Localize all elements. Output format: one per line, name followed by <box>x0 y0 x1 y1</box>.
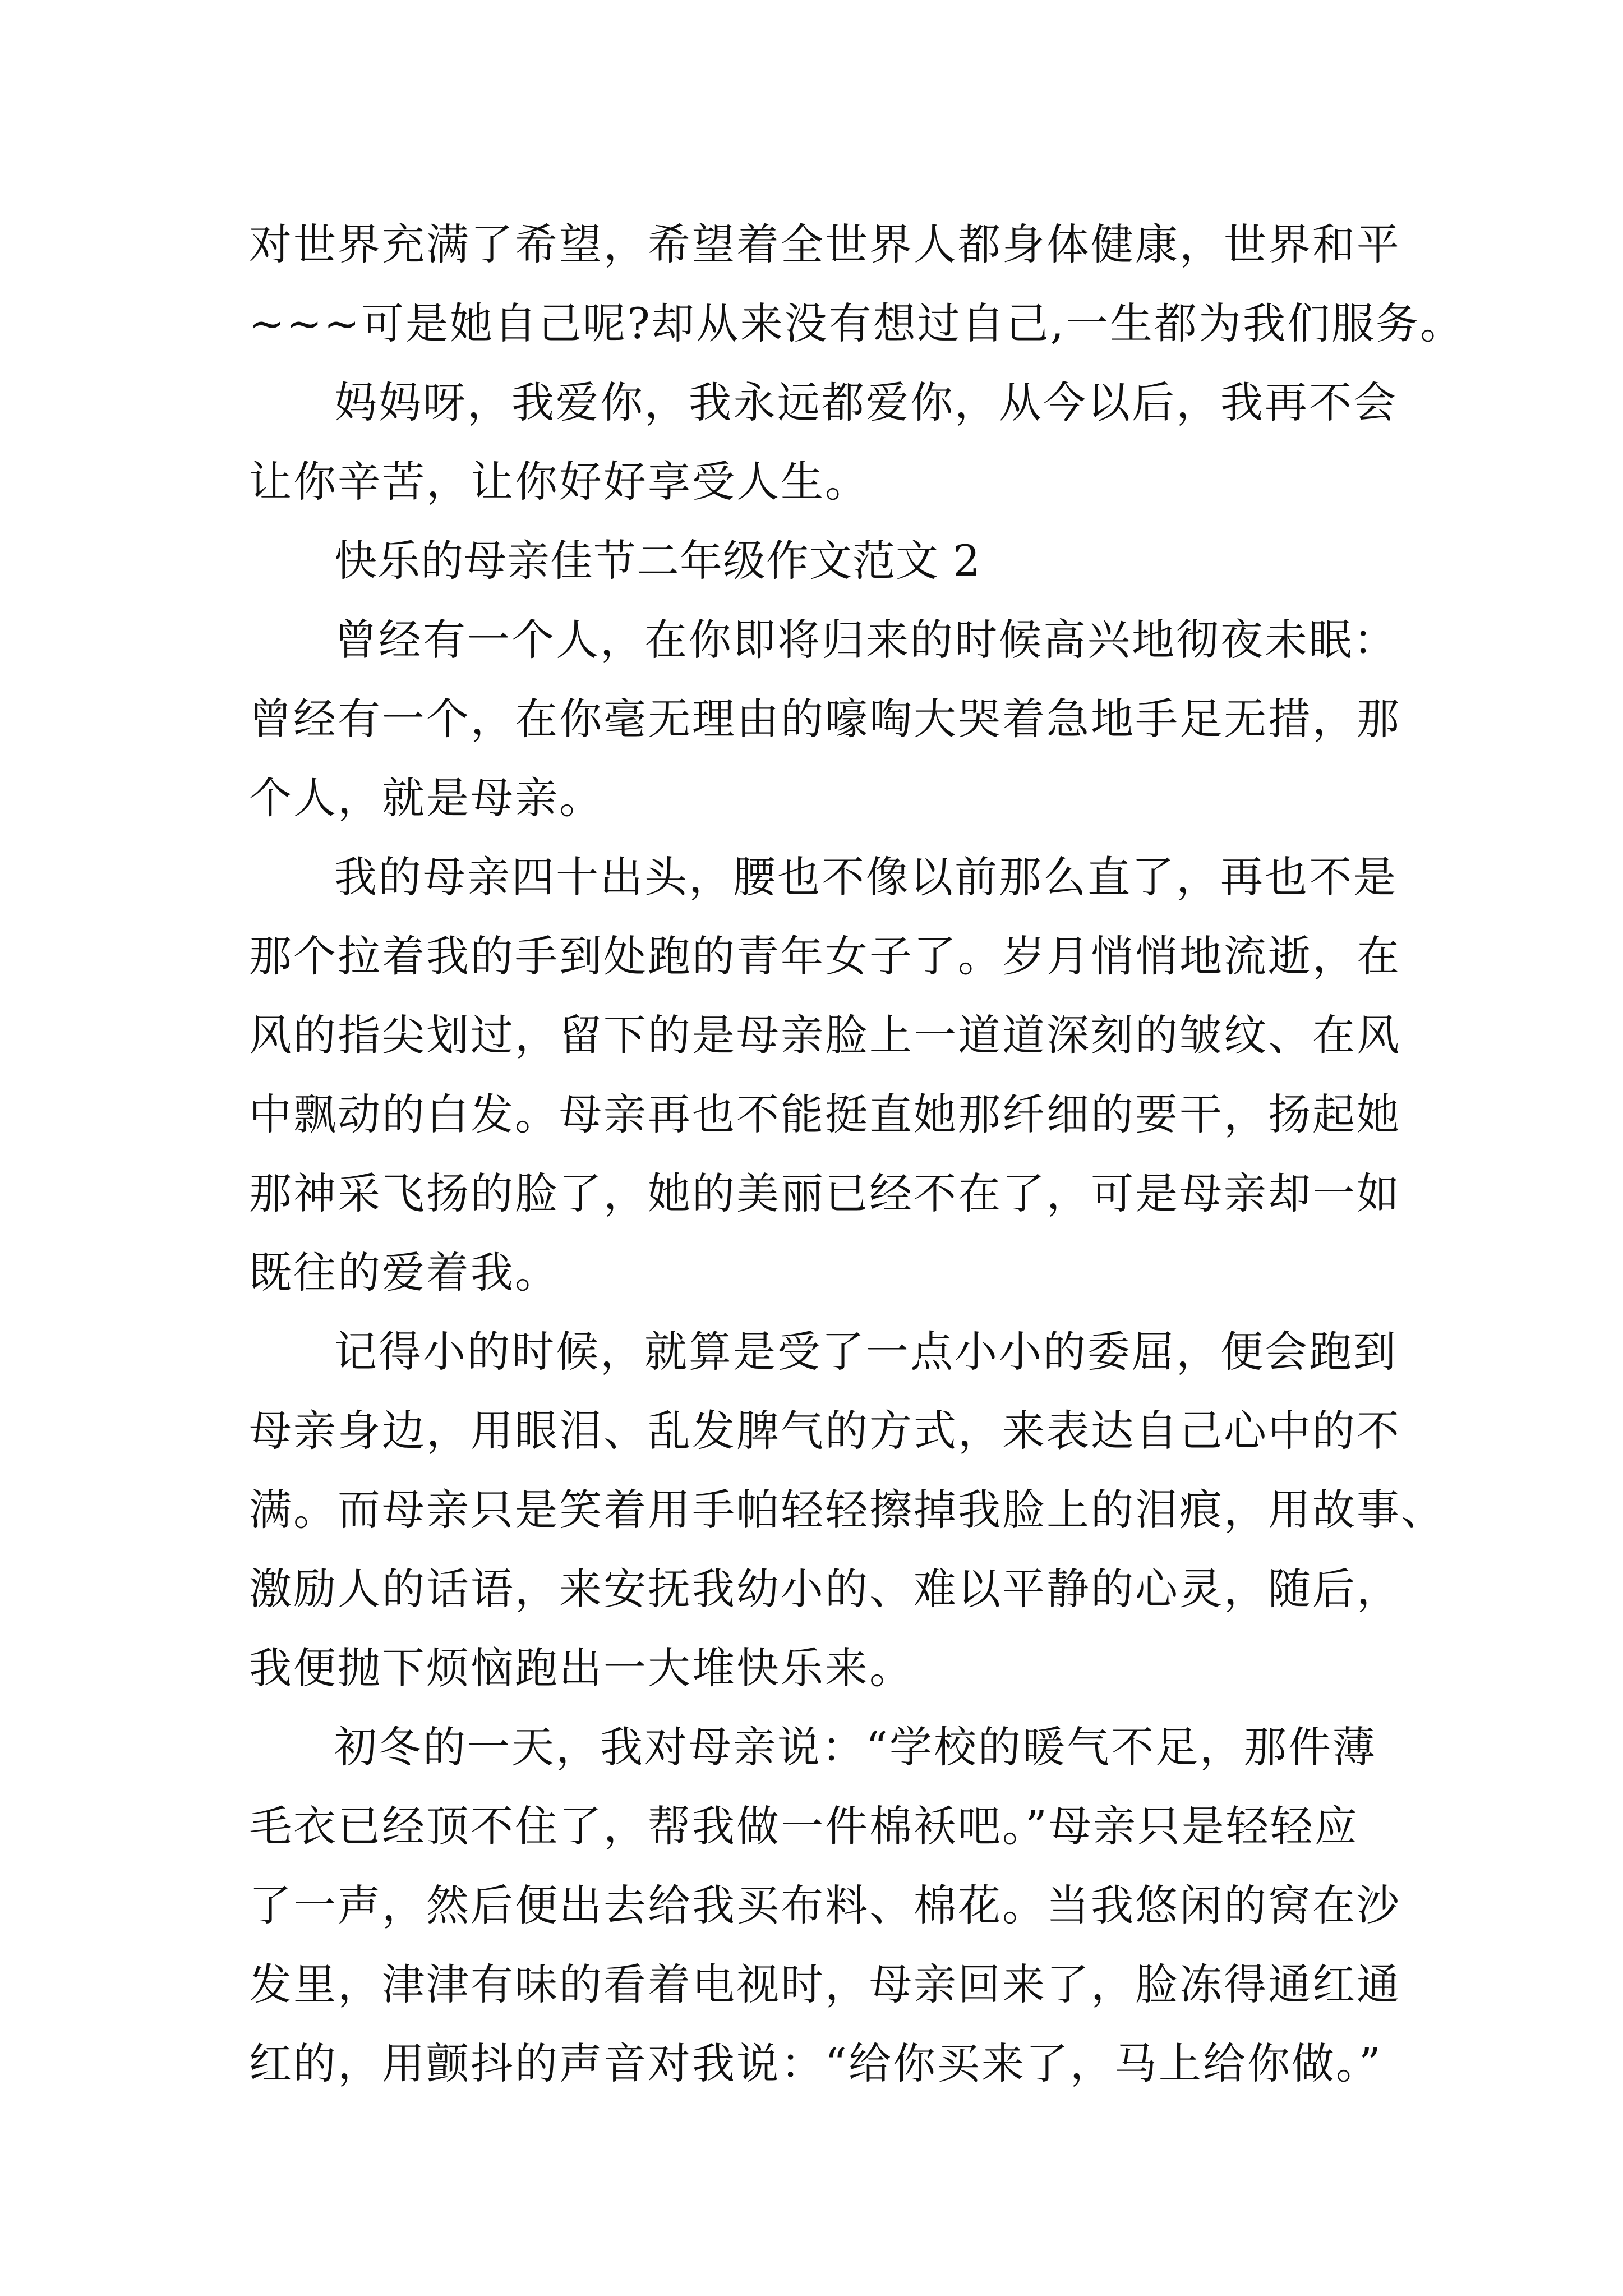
paragraph-start-line: 记得小的时候，就算是受了一点小小的委屈，便会跑到 <box>334 1327 1398 1377</box>
text-line: 个人，就是母亲。 <box>249 773 603 823</box>
text-line: 曾经有一个，在你毫无理由的嚎啕大哭着急地手足无措，那 <box>249 694 1401 744</box>
essay-body <box>249 205 1464 2103</box>
text-line: 既往的爱着我。 <box>249 1248 559 1297</box>
text-line: 中飘动的白发。母亲再也不能挺直她那纤细的要干，扬起她 <box>249 1089 1401 1139</box>
text-line: 让你辛苦，让你好好享受人生。 <box>249 457 869 507</box>
text-line: ~~~可是她自己呢?却从来没有想过自己,一生都为我们服务。 <box>249 298 1464 348</box>
paragraph-start-line: 曾经有一个人，在你即将归来的时候高兴地彻夜未眠： <box>334 615 1398 665</box>
text-line: 对世界充满了希望，希望着全世界人都身体健康，世界和平 <box>249 219 1401 269</box>
text-line: 了一声，然后便出去给我买布料、棉花。当我悠闲的窝在沙 <box>249 1880 1401 1930</box>
text-line: 红的，用颤抖的声音对我说：“给你买来了，马上给你做。” <box>249 2039 1382 2088</box>
text-line: 激励人的话语，来安抚我幼小的、难以平静的心灵，随后， <box>249 1564 1401 1614</box>
paragraph-start-line: 我的母亲四十出头，腰也不像以前那么直了，再也不是 <box>334 852 1398 902</box>
text-line: 风的指尖划过，留下的是母亲脸上一道道深刻的皱纹、在风 <box>249 1010 1401 1060</box>
text-line: 满。而母亲只是笑着用手帕轻轻擦掉我脸上的泪痕，用故事、 <box>249 1485 1445 1535</box>
text-line: 发里，津津有味的看着电视时，母亲回来了，脸冻得通红通 <box>249 1959 1401 2009</box>
paragraph-start-line: 初冬的一天，我对母亲说：“学校的暖气不足，那件薄 <box>334 1722 1377 1772</box>
text-line: 我便抛下烦恼跑出一大堆快乐来。 <box>249 1643 914 1693</box>
text-line: 那神采飞扬的脸了，她的美丽已经不在了，可是母亲却一如 <box>249 1168 1401 1218</box>
text-line: 那个拉着我的手到处跑的青年女子了。岁月悄悄地流逝，在 <box>249 931 1401 981</box>
text-line: 毛衣已经顶不住了，帮我做一件棉袄吧。”母亲只是轻轻应 <box>249 1801 1359 1851</box>
text-line: 母亲身边，用眼泪、乱发脾气的方式，来表达自己心中的不 <box>249 1406 1401 1456</box>
paragraph-start-line: 妈妈呀，我爱你，我永远都爱你，从今以后，我再不会 <box>334 378 1398 427</box>
section-title: 快乐的母亲佳节二年级作文范文 2 <box>334 536 981 586</box>
